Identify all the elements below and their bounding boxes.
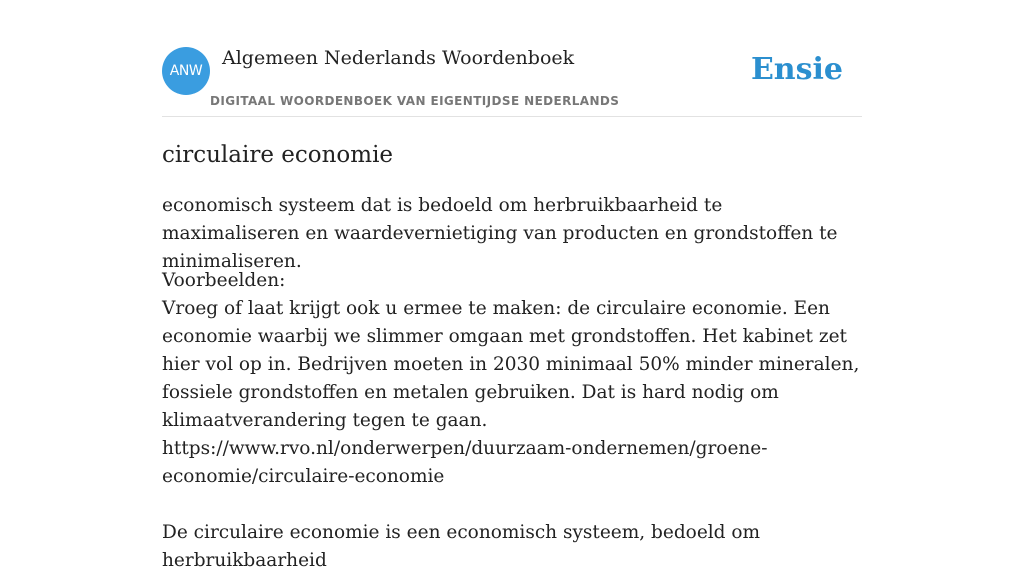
anw-logo[interactable]: ANW	[162, 47, 210, 95]
site-title[interactable]: Algemeen Nederlands Woordenboek	[222, 47, 575, 69]
ensie-brand-link[interactable]: Ensie	[750, 52, 843, 87]
example-1-source-link-line1[interactable]: https://www.rvo.nl/onderwerpen/duurzaam-ondernemen/groene-	[162, 438, 768, 459]
entry-definition: economisch systeem dat is bedoeld om herbruikbaarheid te maximaliseren en waardevernietiging van producten en grondstoffen te minimaliseren.	[162, 195, 838, 272]
entry-headword: circulaire economie	[162, 142, 394, 168]
page	[162, 0, 862, 571]
examples-section	[162, 267, 862, 575]
example-1-source-link-line2[interactable]: economie/circulaire-economie	[162, 466, 445, 487]
spacer	[162, 491, 862, 519]
example-2-text: De circulaire economie is een economisch systeem, bedoeld om herbruikbaarheid	[162, 522, 761, 571]
site-subtitle: DIGITAAL WOORDENBOEK VAN EIGENTIJDSE NEDERLANDS	[210, 94, 620, 108]
example-1-text: Vroeg of laat krijgt ook u ermee te maken: de circulaire economie. Een economie waarbij we slimmer omgaan met grondstoffen. Het kabinet zet hier vol op in. Bedrijven moeten in 2030 minimaal 50% minder mineralen, fossiele grondstoffen en metalen gebruiken. Dat is hard nodig om klimaatverandering tegen te gaan.	[162, 298, 860, 431]
site-header	[162, 0, 862, 117]
example-1-source[interactable]	[162, 435, 862, 491]
examples-label: Voorbeelden:	[162, 270, 286, 291]
